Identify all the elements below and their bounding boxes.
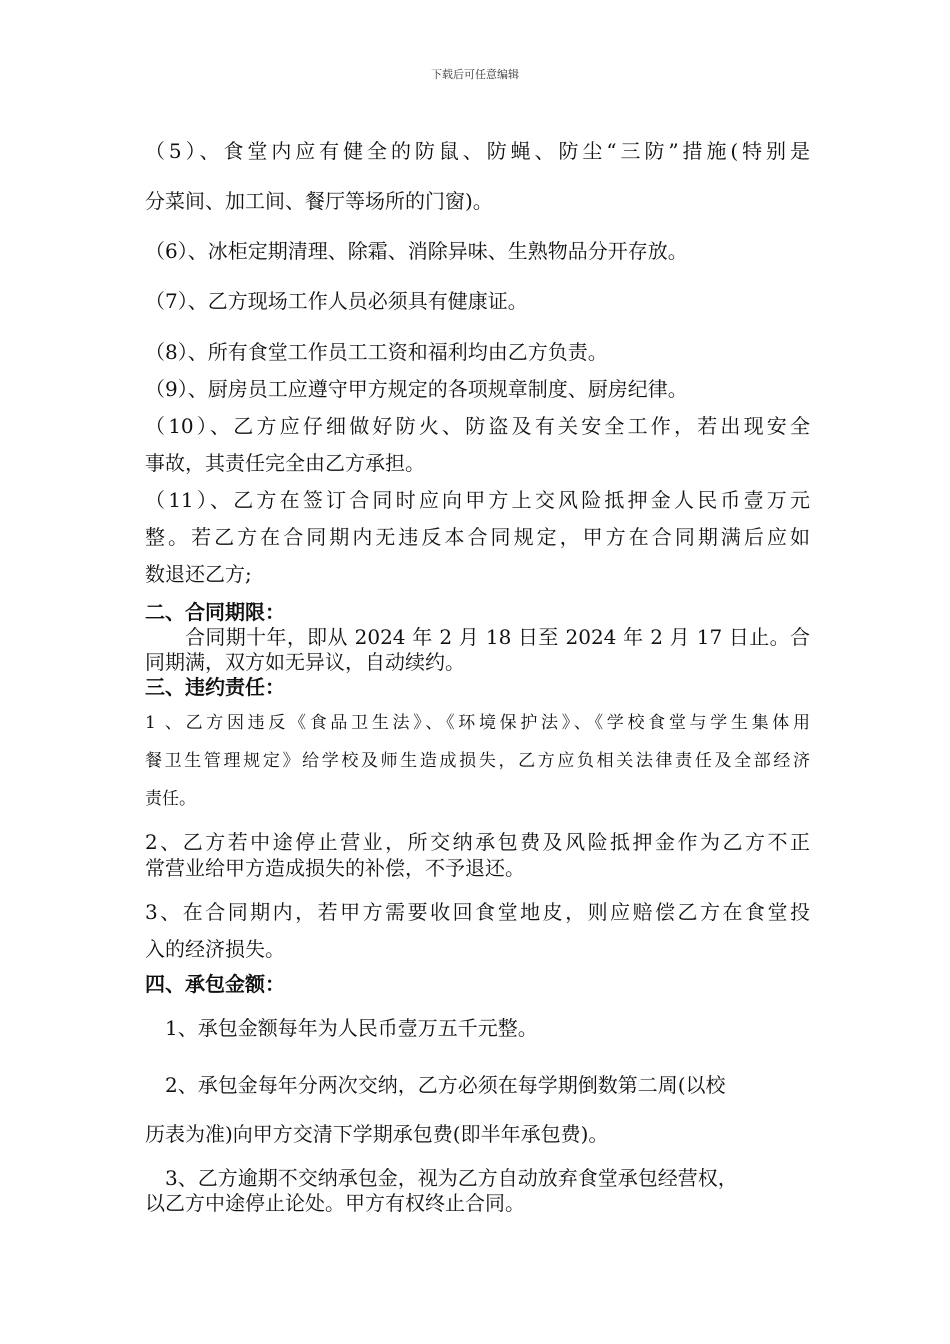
liability-1-line-1: 1 、乙方因违反《食品卫生法》、《环境保护法》、《学校食堂与学生集体用 bbox=[145, 713, 810, 733]
clause-11-line-1: （11）、乙方在签订合同时应向甲方上交风险抵押金人民币壹万元 bbox=[145, 488, 810, 512]
clause-11-line-2: 整。若乙方在合同期内无违反本合同规定，甲方在合同期满后应如 bbox=[145, 525, 810, 549]
section-heading-term: 二、合同期限： bbox=[145, 600, 285, 624]
amount-2-line-1: 2、承包金每年分两次交纳，乙方必须在每学期倒数第二周(以校 bbox=[165, 1073, 726, 1097]
clause-6: （6）、冰柜定期清理、除霜、消除异味、生熟物品分开存放。 bbox=[145, 239, 688, 263]
clause-10-line-2: 事故，其责任完全由乙方承担。 bbox=[145, 451, 425, 475]
term-line-1: 合同期十年，即从 2024 年 2 月 18 日至 2024 年 2 月 17 日止。合 bbox=[185, 625, 810, 649]
clause-5-line-1: （5）、食堂内应有健全的防鼠、防蝇、防尘“三防”措施(特别是 bbox=[145, 139, 810, 163]
liability-1-line-3: 责任。 bbox=[145, 789, 196, 809]
liability-3-line-2: 入的经济损失。 bbox=[145, 937, 285, 961]
liability-3-line-1: 3、在合同期内，若甲方需要收回食堂地皮，则应赔偿乙方在食堂投 bbox=[145, 900, 810, 924]
clause-9: （9）、厨房员工应遵守甲方规定的各项规章制度、厨房纪律。 bbox=[145, 377, 688, 401]
clause-8: （8）、所有食堂工作员工工资和福利均由乙方负责。 bbox=[145, 340, 608, 364]
amount-3-line-1: 3、乙方逾期不交纳承包金，视为乙方自动放弃食堂承包经营权， bbox=[165, 1166, 738, 1190]
liability-2-line-2: 常营业给甲方造成损失的补偿，不予退还。 bbox=[145, 856, 525, 880]
liability-1-line-2: 餐卫生管理规定》给学校及师生造成损失，乙方应负相关法律责任及全部经济 bbox=[145, 751, 810, 771]
clause-5-line-2: 分菜间、加工间、餐厅等场所的门窗)。 bbox=[145, 189, 493, 213]
clause-7: （7）、乙方现场工作人员必须具有健康证。 bbox=[145, 289, 528, 313]
clause-11-line-3: 数退还乙方; bbox=[145, 562, 252, 586]
section-heading-liability: 三、违约责任： bbox=[145, 675, 285, 699]
section-heading-amount: 四、承包金额： bbox=[145, 972, 285, 996]
clause-10-line-1: （10）、乙方应仔细做好防火、防盗及有关安全工作，若出现安全 bbox=[145, 414, 810, 438]
amount-1: 1、承包金额每年为人民币壹万五千元整。 bbox=[165, 1016, 538, 1040]
liability-2-line-1: 2、乙方若中途停止营业，所交纳承包费及风险抵押金作为乙方不正 bbox=[145, 830, 810, 854]
term-line-2: 同期满，双方如无异议，自动续约。 bbox=[145, 650, 465, 674]
amount-3-line-2: 以乙方中途停止论处。甲方有权终止合同。 bbox=[145, 1191, 525, 1215]
amount-2-line-2: 历表为准)向甲方交清下学期承包费(即半年承包费)。 bbox=[145, 1122, 609, 1146]
page-header: 下载后可任意编辑 bbox=[431, 68, 519, 81]
